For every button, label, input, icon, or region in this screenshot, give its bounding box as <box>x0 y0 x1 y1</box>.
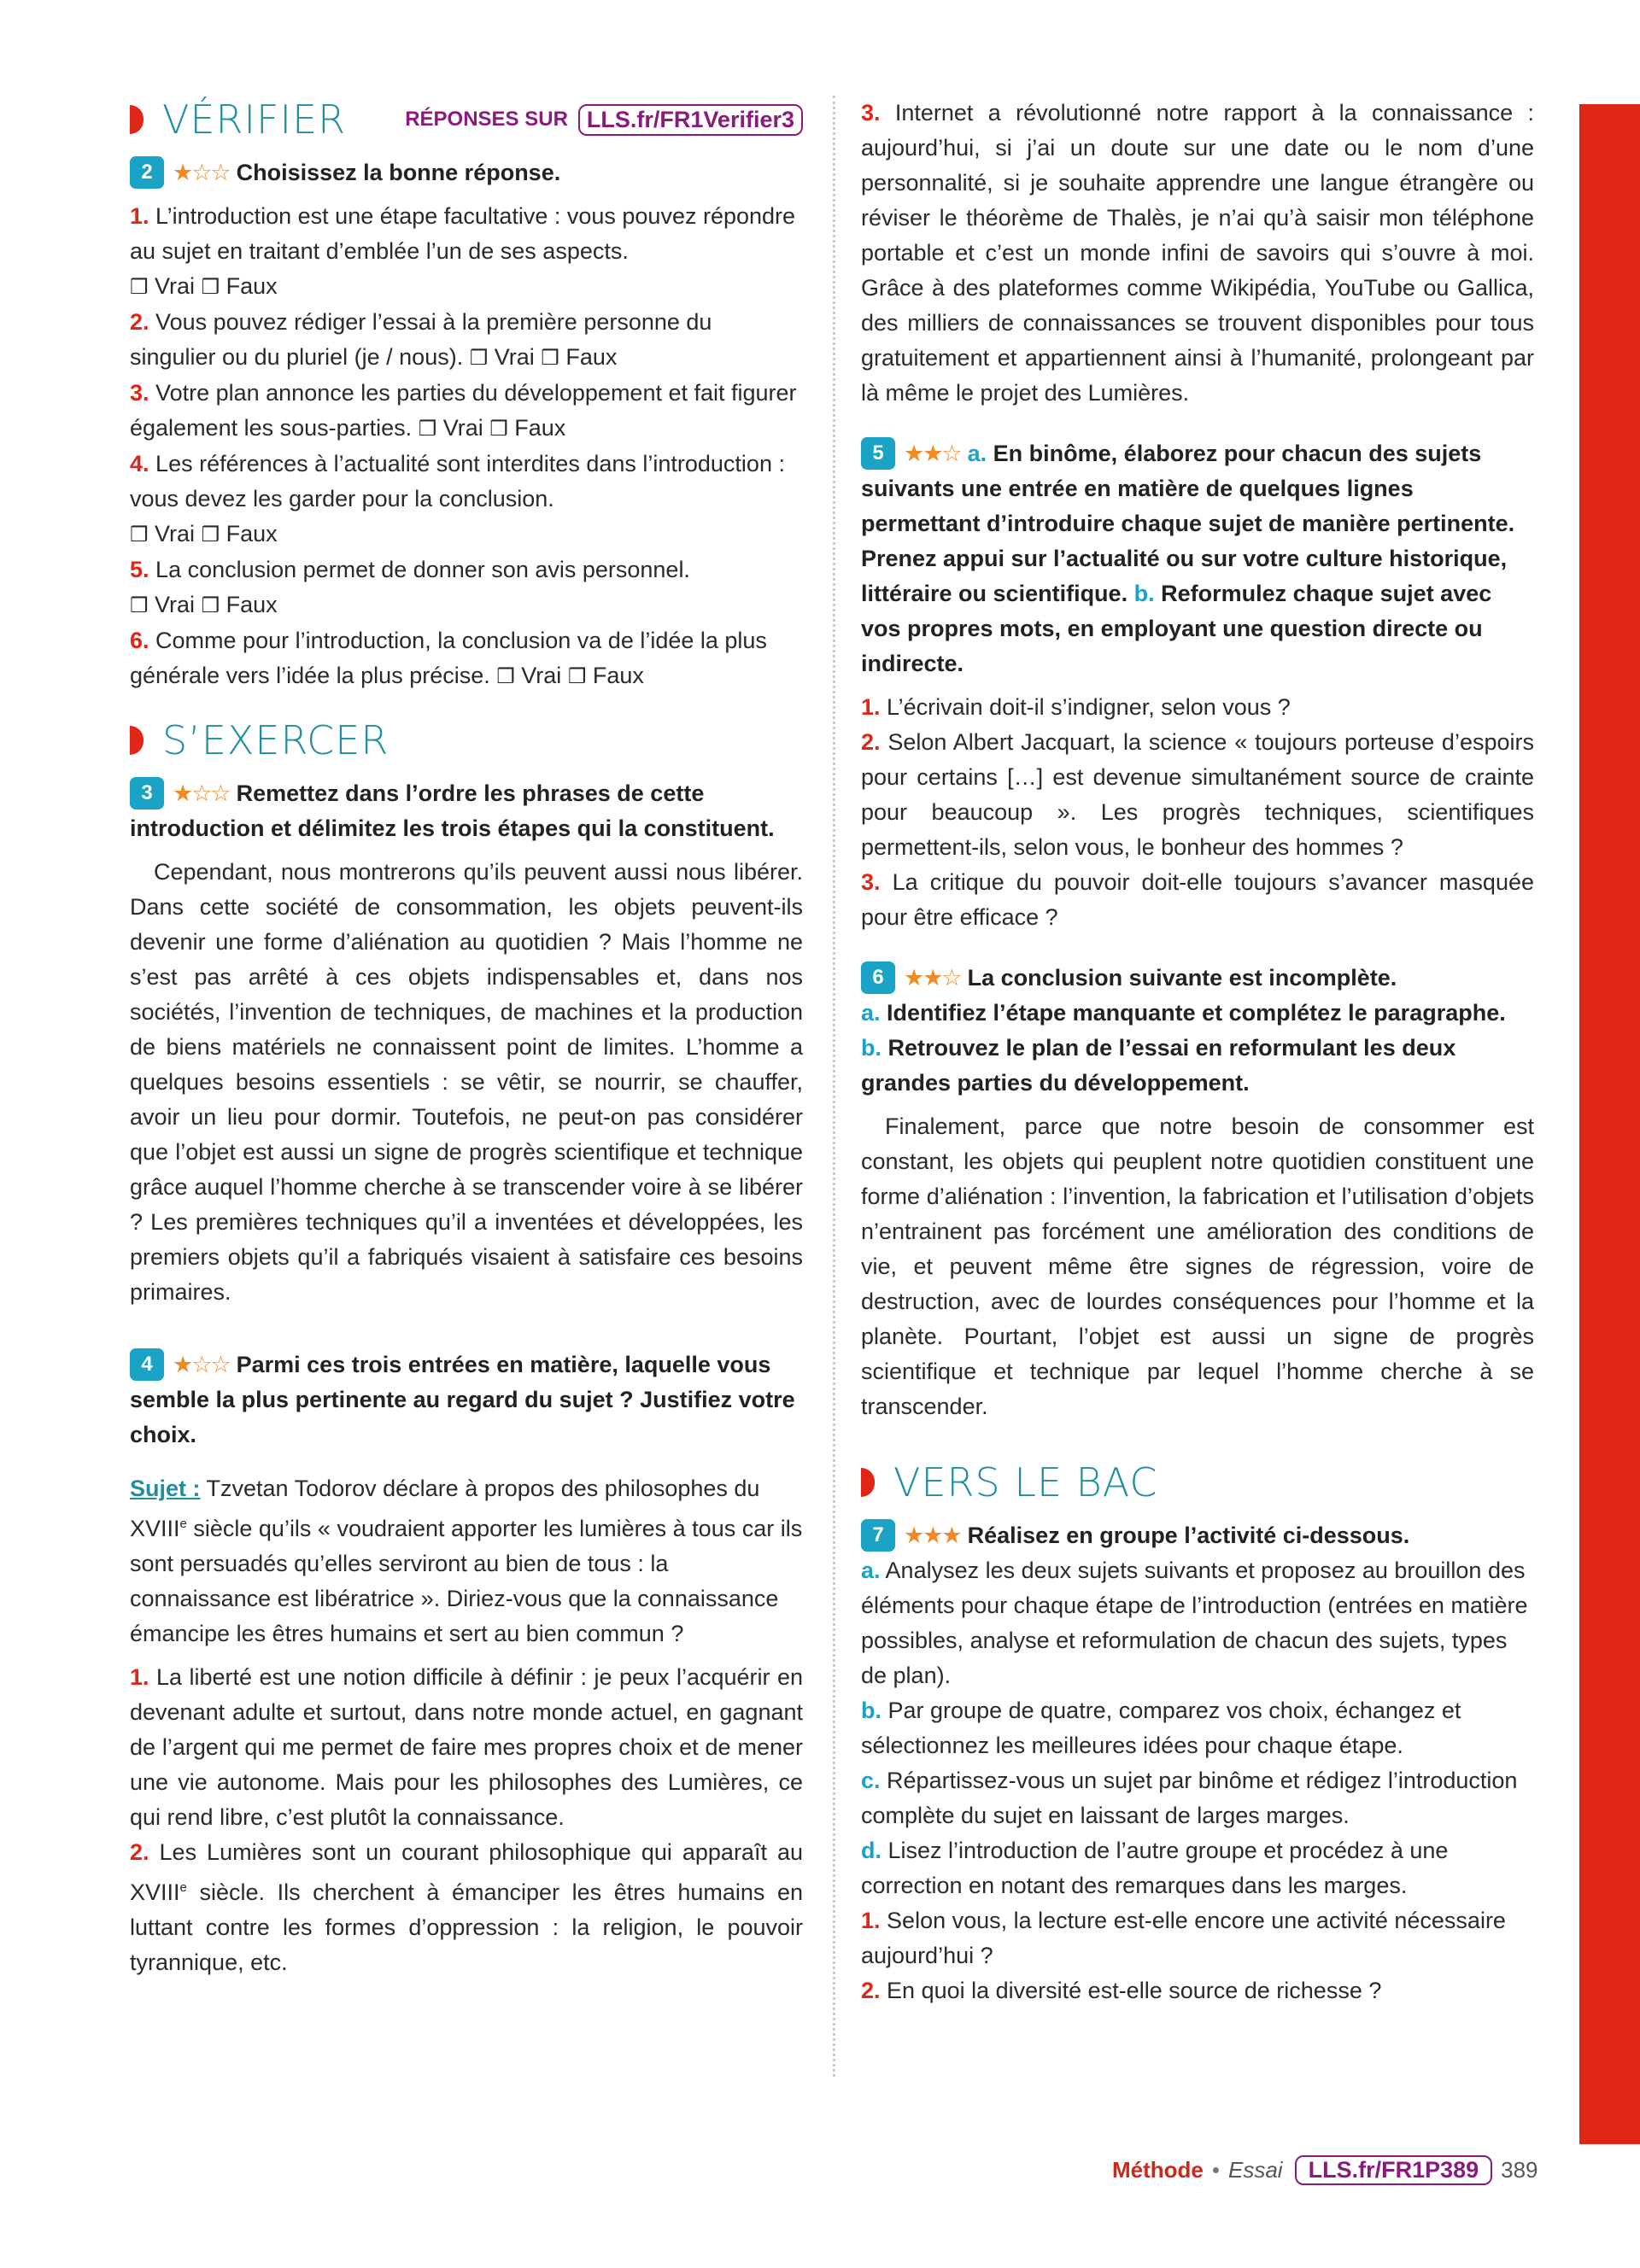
step-text: Par groupe de quatre, comparez vos choix, échangez et sélectionnez les meilleures idées pour chaque étape. <box>861 1698 1461 1758</box>
answers-link[interactable]: LLS.fr/FR1Verifier3 <box>578 104 803 136</box>
difficulty-stars-icon: ★☆☆ <box>173 160 230 185</box>
difficulty-stars-icon: ★☆☆ <box>173 780 230 806</box>
option-faux: Faux <box>226 273 278 299</box>
step-text: Analysez les deux sujets suivants et proposez au brouillon des éléments pour chaque étape de l’introduction (entrées en matière possibles, analyse et reformulation de chacun des sujets, types de plan). <box>861 1558 1528 1688</box>
option-vrai: Vrai <box>155 273 196 299</box>
checkbox-icon[interactable]: ❒ <box>201 523 220 547</box>
step-text: Lisez l’introduction de l’autre groupe et procédez à une correction en notant des remarques dans les marges. <box>861 1838 1449 1898</box>
step-label: a. <box>861 1558 881 1583</box>
question-item <box>130 623 803 694</box>
item-text: Les références à l’actualité sont interdites dans l’introduction : vous devez les garder pour la conclusion. <box>130 451 785 511</box>
option-faux: Faux <box>226 521 278 547</box>
exercise-4 <box>130 1347 803 1980</box>
item-text: Votre plan annonce les parties du développement et fait figurer également les sous-parties. <box>130 380 797 441</box>
option-vrai: Vrai <box>494 344 535 370</box>
subject-item <box>861 725 1534 865</box>
section-verifier-header <box>130 92 803 147</box>
item-text: Comme pour l’introduction, la conclusion va de l’idée la plus générale vers l’idée la plus précise. <box>130 628 767 688</box>
checkbox-icon[interactable]: ❒ <box>489 418 508 441</box>
page-footer <box>1112 2155 1538 2185</box>
exercise-instruction: Retrouvez le plan de l’essai en reformulant les deux grandes parties du développement. <box>861 1035 1456 1096</box>
exercise-number-badge: 6 <box>861 962 895 994</box>
step-item <box>861 1553 1534 1693</box>
footer-separator: • <box>1211 2157 1220 2183</box>
option-faux: Faux <box>514 415 566 441</box>
option-faux: Faux <box>592 663 644 688</box>
subject-item <box>861 865 1534 935</box>
footer-link[interactable]: LLS.fr/FR1P389 <box>1295 2155 1493 2185</box>
item-number: 1. <box>130 203 149 229</box>
step-item <box>861 1693 1534 1763</box>
superscript: e <box>179 1880 187 1895</box>
item-number: 5. <box>130 557 149 582</box>
page-number: 389 <box>1501 2157 1538 2183</box>
item-number: 3. <box>861 100 881 126</box>
sujet-text: Tzvetan Todorov déclare à propos des philosophes du XVIII <box>130 1476 760 1541</box>
exercise-text: Cependant, nous montrerons qu’ils peuvent aussi nous libérer. Dans cette société de consommation, les objets peuvent-ils devenir une forme d’aliénation au quotidien ? Mais l’homme ne s’est pas arrêté à ces objets indispensables et, dans nos sociétés, l’invention de techniques, de machines et la production de biens matériels ne connaissent point de limites. L’homme a quelques besoins essentiels : se vêtir, se nourrir, se chauffer, avoir un lieu pour dormir. Toutefois, ne peut-on pas considérer que l’objet est aussi un signe de progrès scientifique et technique grâce auquel l’homme cherche à se transcender voire à se libérer ? Les premières techniques qu’il a inventées et développées, les premiers objets qu’il a fabriqués visaient à satisfaire ces besoins primaires. <box>130 859 803 1305</box>
exercise-7 <box>861 1518 1534 2008</box>
section-title: VERS LE BAC <box>893 1459 1158 1505</box>
checkbox-icon[interactable]: ❒ <box>201 594 220 617</box>
exercise-3 <box>130 776 803 1310</box>
exercise-instruction: Remettez dans l’ordre les phrases de cette introduction et délimitez les trois étapes qui la constituent. <box>130 780 775 841</box>
exercise-number-badge: 4 <box>130 1348 164 1381</box>
item-number: 6. <box>130 628 149 653</box>
difficulty-stars-icon: ★★☆ <box>904 965 961 991</box>
checkbox-icon[interactable]: ❒ <box>567 665 587 688</box>
item-number: 3. <box>130 380 149 406</box>
exercise-number-badge: 5 <box>861 437 895 470</box>
footer-subsection: Essai <box>1228 2157 1283 2183</box>
entry-item <box>130 1660 803 1835</box>
section-marker-icon <box>861 1468 875 1497</box>
exercise-5 <box>861 436 1534 935</box>
subject-item <box>861 1903 1534 1973</box>
exercise-header <box>861 961 1534 1101</box>
part-label: a. <box>861 1000 881 1026</box>
step-item <box>861 1763 1534 1833</box>
checkbox-icon[interactable]: ❒ <box>418 418 437 441</box>
item-text: Internet a révolutionné notre rapport à la connaissance : aujourd’hui, si j’ai un doute sur une date ou le nom d’une personnalité, si je souhaite apprendre une langue étrangère ou réviser le théorème de Thalès, je n’ai qu’à saisir mon téléphone portable et c’est un monde infini de savoirs qui s’ouvre à moi. Grâce à des plateformes comme Wikipédia, YouTube ou Gallica, des milliers de connaissances se trouvent disponibles pour tous gratuitement et appartiennent ainsi à l’humanité, prolongeant par là même le projet des Lumières. <box>861 100 1534 406</box>
item-number: 2. <box>861 1978 881 2003</box>
entry-item <box>130 1835 803 1980</box>
part-label: b. <box>861 1035 882 1061</box>
checkbox-icon[interactable]: ❒ <box>496 665 515 688</box>
item-number: 1. <box>861 694 881 720</box>
exercise-number-badge: 3 <box>130 777 164 810</box>
subject-item <box>861 1973 1534 2008</box>
question-item <box>130 447 803 552</box>
answers-reference <box>405 104 803 136</box>
section-bac-header <box>861 1455 1534 1510</box>
item-text: Les Lumières sont un courant philosophique qui apparaît au XVIII <box>130 1839 803 1905</box>
option-vrai: Vrai <box>155 592 196 617</box>
checkbox-icon[interactable]: ❒ <box>541 347 559 370</box>
exercise-number-badge: 2 <box>130 156 164 189</box>
item-number: 2. <box>130 309 149 335</box>
exercise-header <box>130 1347 803 1453</box>
difficulty-stars-icon: ★☆☆ <box>173 1352 230 1377</box>
sujet-text: siècle qu’ils « voudraient apporter les lumières à tous car ils sont persuadés qu’elles serviront au bien de tous : la connaissance est libératrice ». Diriez-vous que la connaissance émancipe les êtres humains et sert au bien commun ? <box>130 1516 803 1646</box>
exercise-instruction: Choisissez la bonne réponse. <box>236 160 561 185</box>
chapter-color-tab <box>1579 104 1640 2144</box>
section-marker-icon <box>130 105 144 134</box>
option-faux: Faux <box>226 592 278 617</box>
item-number: 1. <box>130 1664 149 1690</box>
exercise-header <box>130 155 803 190</box>
exercise-2 <box>130 155 803 694</box>
item-number: 3. <box>861 869 881 895</box>
item-text: La critique du pouvoir doit-elle toujours s’avancer masquée pour être efficace ? <box>861 869 1534 930</box>
item-number: 4. <box>130 451 149 476</box>
item-number: 2. <box>130 1839 149 1865</box>
item-text: La liberté est une notion difficile à définir : je peux l’acquérir en devenant adulte et surtout, dans notre monde actuel, en gagnant de l’argent qui me permet de faire mes propres choix et de mener une vie autonome. Mais pour les philosophes des Lumières, ce qui rend libre, c’est plutôt la connaissance. <box>130 1664 803 1830</box>
part-label: a. <box>967 441 987 466</box>
exercise-instruction: Reformulez chaque sujet avec vos propres mots, en employant une question directe ou indirecte. <box>861 581 1492 676</box>
question-item <box>130 552 803 623</box>
difficulty-stars-icon: ★★★ <box>904 1523 961 1548</box>
answers-label: RÉPONSES SUR <box>405 108 568 131</box>
section-title: VÉRIFIER <box>162 96 347 143</box>
exercise-instruction: La conclusion suivante est incomplète. <box>967 965 1397 991</box>
item-text: Selon Albert Jacquart, la science « toujours porteuse d’espoirs pour certains […] est devenue simultanément source de crainte pour beaucoup ». Les progrès techniques, scientifiques permettent-ils, selon vous, le bonheur des hommes ? <box>861 729 1534 860</box>
exercise-text: Finalement, parce que notre besoin de consommer est constant, les objets qui peuplent notre quotidien constituent une forme d’aliénation : l’invention, la fabrication et l’utilisation d’objets n’entrainent pas forcément une amélioration des conditions de vie, et peuvent même être signes de régression, voire de destruction, avec de lourdes conséquences pour l’homme et la planète. Pourtant, l’objet est aussi un signe de progrès scientifique et technique par lequel l’homme cherche à se transcender. <box>861 1114 1534 1419</box>
step-text: Répartissez-vous un sujet par binôme et rédigez l’introduction complète du sujet en laissant de larges marges. <box>861 1768 1518 1828</box>
item-number: 2. <box>861 729 881 755</box>
section-marker-icon <box>130 726 144 755</box>
option-vrai: Vrai <box>442 415 483 441</box>
option-vrai: Vrai <box>155 521 196 547</box>
superscript: e <box>179 1517 187 1531</box>
checkbox-icon[interactable]: ❒ <box>469 347 489 370</box>
question-item <box>130 199 803 305</box>
option-faux: Faux <box>565 344 618 370</box>
column-divider <box>833 96 835 2077</box>
subject-item <box>861 690 1534 725</box>
step-item <box>861 1833 1534 1903</box>
item-text: siècle. Ils cherchent à émanciper les êtres humains en luttant contre les formes d’oppression : la religion, le pouvoir tyrannique, etc. <box>130 1879 803 1975</box>
item-text: La conclusion permet de donner son avis personnel. <box>155 557 690 582</box>
part-label: b. <box>1133 581 1155 606</box>
item-text: Vous pouvez rédiger l’essai à la première personne du singulier ou du pluriel (je / nous). <box>130 309 712 370</box>
exercise-number-badge: 7 <box>861 1519 895 1552</box>
footer-section: Méthode <box>1112 2157 1204 2183</box>
checkbox-icon[interactable]: ❒ <box>130 523 149 547</box>
exercise-header <box>861 436 1534 681</box>
item-text: En quoi la diversité est-elle source de richesse ? <box>887 1978 1382 2003</box>
item-number: 1. <box>861 1908 881 1933</box>
step-label: b. <box>861 1698 882 1723</box>
section-title: S’EXERCER <box>162 717 390 763</box>
exercise-6 <box>861 961 1534 1424</box>
sujet-label: Sujet : <box>130 1476 201 1501</box>
step-label: d. <box>861 1838 882 1863</box>
exercise-instruction: Réalisez en groupe l’activité ci-dessous. <box>967 1523 1410 1548</box>
exercise-instruction: Identifiez l’étape manquante et complétez le paragraphe. <box>887 1000 1506 1026</box>
entry-item <box>861 96 1534 411</box>
step-label: c. <box>861 1768 881 1793</box>
exercise-instruction: Parmi ces trois entrées en matière, laquelle vous semble la plus pertinente au regard du sujet ? Justifiez votre choix. <box>130 1352 795 1447</box>
left-column <box>130 92 803 1980</box>
question-item <box>130 305 803 376</box>
item-text: L’écrivain doit-il s’indigner, selon vous ? <box>887 694 1291 720</box>
sujet-paragraph <box>130 1471 803 1651</box>
option-vrai: Vrai <box>521 663 562 688</box>
checkbox-icon[interactable]: ❒ <box>130 276 149 299</box>
question-item <box>130 376 803 447</box>
difficulty-stars-icon: ★★☆ <box>904 441 961 466</box>
right-column <box>861 96 1534 2008</box>
item-text: L’introduction est une étape facultative : vous pouvez répondre au sujet en traitant d’emblée l’un de ses aspects. <box>130 203 796 264</box>
section-exercer-header <box>130 713 803 768</box>
checkbox-icon[interactable]: ❒ <box>130 594 149 617</box>
exercise-instruction: En binôme, élaborez pour chacun des sujets suivants une entrée en matière de quelques lignes permettant d’introduire chaque sujet de manière pertinente. Prenez appui sur l’actualité ou sur votre culture historique, littéraire ou scientifique. <box>861 441 1515 606</box>
item-text: Selon vous, la lecture est-elle encore une activité nécessaire aujourd’hui ? <box>861 1908 1506 1968</box>
exercise-header <box>130 776 803 846</box>
exercise-header <box>861 1518 1534 1553</box>
checkbox-icon[interactable]: ❒ <box>201 276 220 299</box>
